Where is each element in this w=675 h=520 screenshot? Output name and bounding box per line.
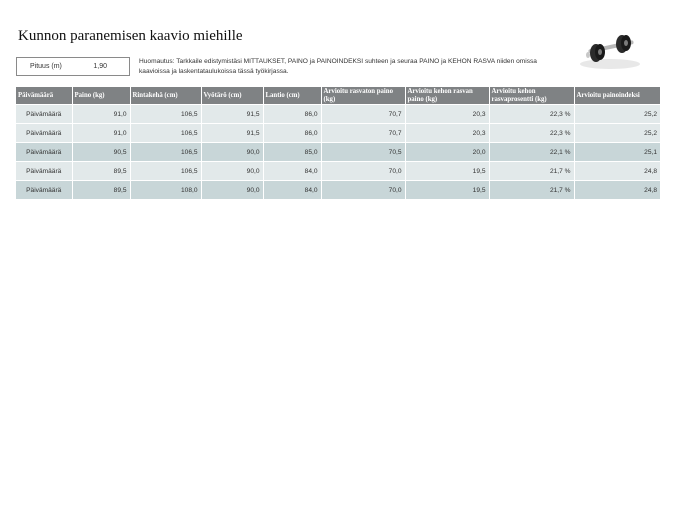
table-cell[interactable]: 22,3 % [489, 124, 574, 143]
table-cell[interactable]: 91,0 [72, 124, 130, 143]
table-cell[interactable]: 89,5 [72, 162, 130, 181]
table-cell[interactable]: 25,1 [574, 143, 660, 162]
table-cell[interactable]: 106,5 [130, 162, 201, 181]
table-cell[interactable]: 85,0 [263, 143, 321, 162]
table-cell[interactable]: 108,0 [130, 181, 201, 200]
column-header: Arvioitu painoindeksi [574, 87, 660, 105]
table-cell[interactable]: 86,0 [263, 124, 321, 143]
table-cell[interactable]: Päivämäärä [16, 143, 72, 162]
table-cell[interactable]: 20,0 [405, 143, 489, 162]
table-cell[interactable]: Päivämäärä [16, 162, 72, 181]
table-cell[interactable]: 90,0 [201, 143, 263, 162]
column-header: Paino (kg) [72, 87, 130, 105]
column-header: Arvioitu kehon rasvan paino (kg) [405, 87, 489, 105]
height-label: Pituus (m) [30, 63, 62, 70]
column-header: Lantio (cm) [263, 87, 321, 105]
table-cell[interactable]: 89,5 [72, 181, 130, 200]
height-field[interactable] [16, 57, 130, 76]
table-cell[interactable]: 106,5 [130, 143, 201, 162]
table-cell[interactable]: 22,1 % [489, 143, 574, 162]
table-cell[interactable]: 25,2 [574, 105, 660, 124]
table-cell[interactable]: 70,7 [321, 105, 405, 124]
table-cell[interactable]: 91,0 [72, 105, 130, 124]
table-row [16, 143, 660, 162]
column-header: Arvioitu rasvaton paino (kg) [321, 87, 405, 105]
table-row [16, 124, 660, 143]
page-title: Kunnon paranemisen kaavio miehille [18, 28, 243, 44]
table-cell[interactable]: 84,0 [263, 162, 321, 181]
table-cell[interactable]: 91,5 [201, 124, 263, 143]
table-row [16, 105, 660, 124]
table-cell[interactable]: 20,3 [405, 105, 489, 124]
table-cell[interactable]: 25,2 [574, 124, 660, 143]
table-cell[interactable]: 19,5 [405, 162, 489, 181]
dumbbell-icon [578, 30, 642, 72]
table-cell[interactable]: 70,7 [321, 124, 405, 143]
note-text: Huomautus: Tarkkaile edistymistäsi MITTAUKSET, PAINO ja PAINOINDEKSI suhteen ja seuraa PAINO ja KEHON RASVA niiden omissa kaavioissa ja laskentataulukoissa tässä työkirjassa. [139, 58, 537, 75]
table-cell[interactable]: 106,5 [130, 105, 201, 124]
table-cell[interactable]: 84,0 [263, 181, 321, 200]
table-cell[interactable]: 70,5 [321, 143, 405, 162]
table-cell[interactable]: 19,5 [405, 181, 489, 200]
column-header: Arvioitu kehon rasvaprosentti (kg) [489, 87, 574, 105]
column-header: Päivämäärä [16, 87, 72, 105]
table-cell[interactable]: 22,3 % [489, 105, 574, 124]
column-header: Vyötärö (cm) [201, 87, 263, 105]
column-header: Rintakehä (cm) [130, 87, 201, 105]
table-cell[interactable]: 21,7 % [489, 181, 574, 200]
table-cell[interactable]: 24,8 [574, 181, 660, 200]
table-cell[interactable]: 90,5 [72, 143, 130, 162]
table-cell[interactable]: Päivämäärä [16, 124, 72, 143]
table-cell[interactable]: Päivämäärä [16, 105, 72, 124]
table-cell[interactable]: 106,5 [130, 124, 201, 143]
table-cell[interactable]: 70,0 [321, 181, 405, 200]
table-cell[interactable]: 24,8 [574, 162, 660, 181]
table-cell[interactable]: Päivämäärä [16, 181, 72, 200]
table-cell[interactable]: 20,3 [405, 124, 489, 143]
table-row [16, 181, 660, 200]
table-cell[interactable]: 90,0 [201, 162, 263, 181]
table-cell[interactable]: 21,7 % [489, 162, 574, 181]
table-row [16, 162, 660, 181]
height-value[interactable]: 1,90 [93, 63, 107, 70]
progress-table [16, 87, 660, 199]
table-cell[interactable]: 90,0 [201, 181, 263, 200]
table-cell[interactable]: 91,5 [201, 105, 263, 124]
table-cell[interactable]: 70,0 [321, 162, 405, 181]
table-header-row [16, 87, 660, 105]
table-cell[interactable]: 86,0 [263, 105, 321, 124]
